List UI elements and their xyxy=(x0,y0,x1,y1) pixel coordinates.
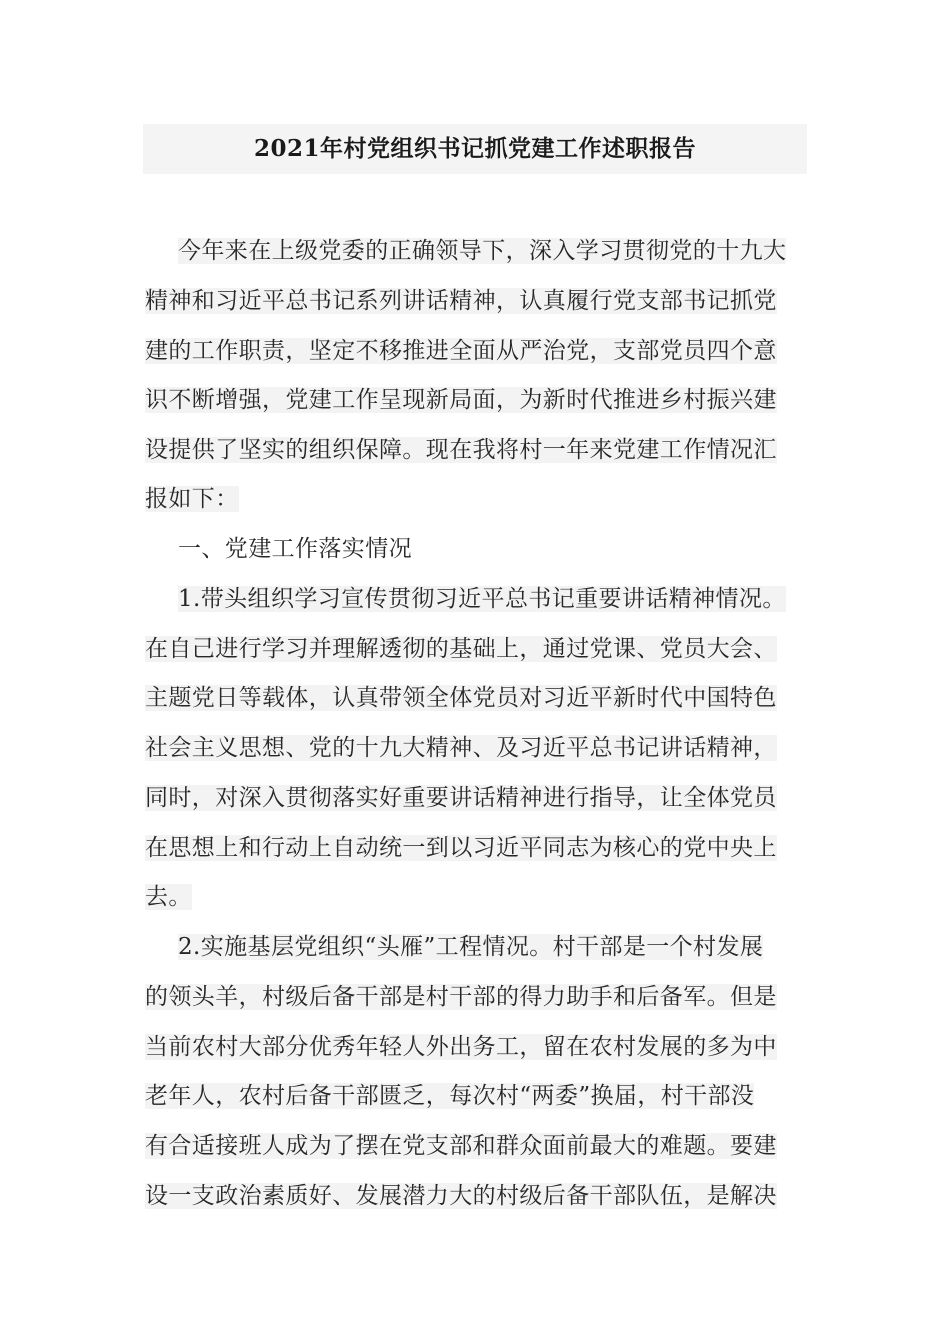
section-heading-text: 一、党建工作落实情况 xyxy=(178,536,412,562)
body-line xyxy=(145,630,777,668)
body-line xyxy=(145,878,192,916)
line-text: 2.实施基层党组织“头雁”工程情况。村干部是一个村发展 xyxy=(178,934,764,960)
body-line xyxy=(145,332,777,370)
body-line xyxy=(145,779,777,817)
body-line xyxy=(145,282,777,320)
body-line xyxy=(145,480,239,518)
body-line xyxy=(145,1077,754,1115)
line-text: 去。 xyxy=(145,884,192,910)
line-text: 识不断增强，党建工作呈现新局面，为新时代推进乡村振兴建 xyxy=(145,387,777,413)
line-text: 同时，对深入贯彻落实好重要讲话精神进行指导，让全体党员 xyxy=(145,785,777,811)
line-text: 的领头羊，村级后备干部是村干部的得力助手和后备军。但是 xyxy=(145,984,777,1010)
line-text: 有合适接班人成为了摆在党支部和群众面前最大的难题。要建 xyxy=(145,1133,777,1159)
body-line xyxy=(145,1127,777,1165)
body-line xyxy=(145,1028,777,1066)
body-line xyxy=(145,978,777,1016)
line-text: 1.带头组织学习宣传贯彻习近平总书记重要讲话精神情况。 xyxy=(178,586,786,612)
document-title: 2021年村党组织书记抓党建工作述职报告 xyxy=(253,135,696,162)
line-text: 报如下： xyxy=(145,486,239,512)
body-line xyxy=(145,381,777,419)
body-line xyxy=(145,679,777,717)
line-text: 精神和习近平总书记系列讲话精神，认真履行党支部书记抓党 xyxy=(145,288,777,314)
line-text: 主题党日等载体，认真带领全体党员对习近平新时代中国特色 xyxy=(145,685,777,711)
body-line xyxy=(178,580,786,618)
body-line xyxy=(178,928,763,966)
line-text: 设提供了坚实的组织保障。现在我将村一年来党建工作情况汇 xyxy=(145,437,777,463)
body-line xyxy=(145,729,777,767)
line-text: 当前农村大部分优秀年轻人外出务工，留在农村发展的多为中 xyxy=(145,1034,777,1060)
body-line xyxy=(178,232,786,270)
line-text: 在自己进行学习并理解透彻的基础上，通过党课、党员大会、 xyxy=(145,636,777,662)
line-text: 老年人，农村后备干部匮乏，每次村“两委”换届，村干部没 xyxy=(145,1083,755,1109)
line-text: 设一支政治素质好、发展潜力大的村级后备干部队伍，是解决 xyxy=(145,1183,777,1209)
line-text: 社会主义思想、党的十九大精神、及习近平总书记讲话精神， xyxy=(145,735,777,761)
body-line xyxy=(145,829,777,867)
body-line xyxy=(145,1177,777,1215)
line-text: 在思想上和行动上自动统一到以习近平同志为核心的党中央上 xyxy=(145,835,777,861)
line-text: 建的工作职责，坚定不移推进全面从严治党，支部党员四个意 xyxy=(145,338,777,364)
line-text: 今年来在上级党委的正确领导下，深入学习贯彻党的十九大 xyxy=(178,238,787,264)
section-heading xyxy=(178,530,412,568)
body-line xyxy=(145,431,777,469)
